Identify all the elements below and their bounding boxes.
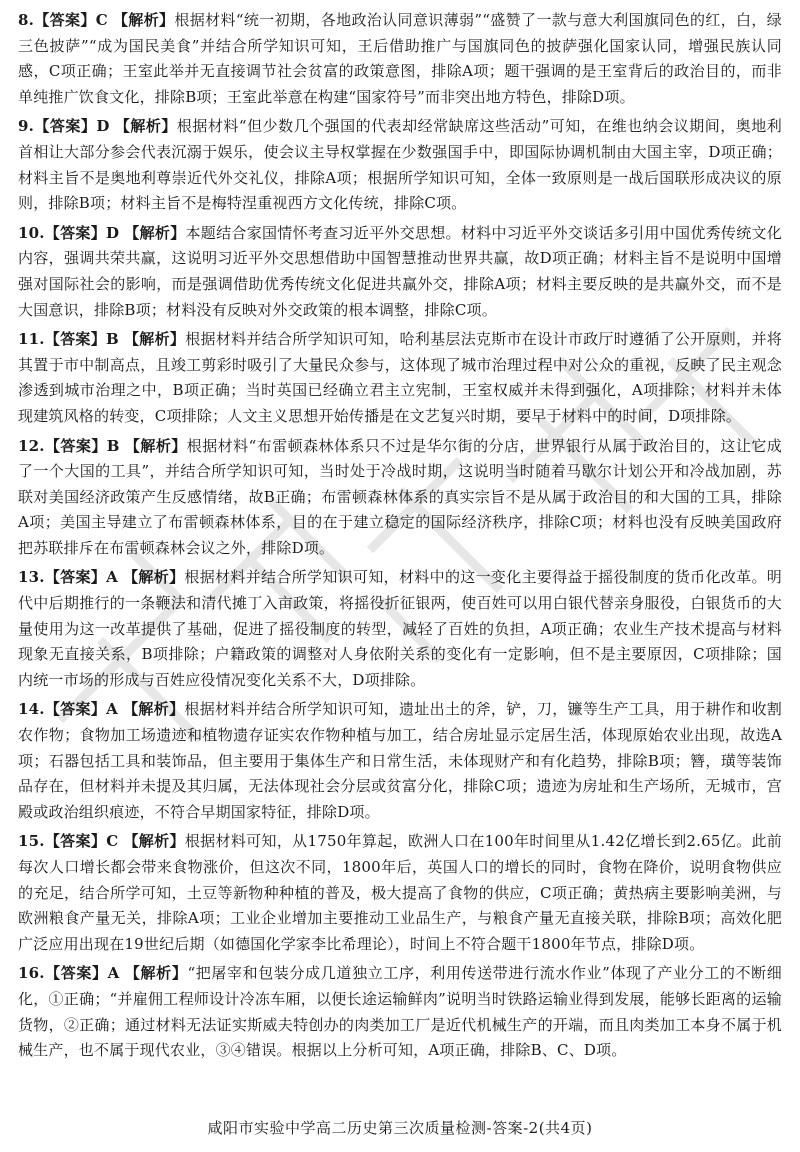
answer-choice: A — [107, 964, 120, 983]
page-footer: 咸阳市实验中学高二历史第三次质量检测-答案-2(共4页) — [207, 1119, 593, 1137]
analysis-label: 【解析】 — [123, 832, 185, 851]
answer-item-11 — [18, 327, 782, 429]
answer-label: 【答案】 — [44, 436, 107, 455]
analysis-text: 根据材料“布雷顿森林体系只不过是华尔街的分店，世界银行从属于政治目的，这让它成了一个大国的工具”，并结合所学知识可知，当时处于冷战时期，这说明当时随着马歇尔计划公开和冷战加剧，苏联对美国经济政策产生反感情绪，故B正确；布雷顿森林体系的真实宗旨不是从属于政治目的和大国的工具，排除A项；美国主导建立了布雷顿森林体系，目的在于建立稳定的国际经济秩序，排除C项；材料也没有反映美国政府把苏联排斥在布雷顿森林会议之外，排除D项。 — [18, 436, 782, 557]
analysis-text: 根据材料并结合所学知识可知，遗址出土的斧，铲，刀，镰等生产工具，用于耕作和收割农作物；食物加工场遗迹和植物遗存证实农作物种植与加工，结合房址显示定居生活，体现原始农业出现，故选A项；石器包括工具和装饰品，但主要用于集体生产和日常生活，未体现财产和有化趋势，排除B项；簪，璜等装饰品存在，但材料并未提及其归属，无法体现社会分层或贫富分化，排除C项；遗迹为房址和生产场所，无城市，宫殿或政治组织痕迹，不符合早期国家特征，排除D项。 — [18, 700, 782, 821]
answer-choice: A — [106, 568, 118, 587]
analysis-text: 根据材料可知，从1750年算起，欧洲人口在100年时间里从1.42亿增长到2.65亿。此前每次人口增长都会带来食物涨价，但这次不同，1800年后，英国人口的增长的同时，食物在降价，说明食物供应的充足，结合所学可知，土豆等新物种种植的普及，极大提高了食物的供应，C项正确；黄热病主要影响美洲，与欧洲粮食产量无关，排除A项；工业企业增加主要推动工业品生产，与粮食产量无直接关联，排除B项；高效化肥广泛应用出现在19世纪后期（如德国化学家李比希理论），时间上不符合题干1800年节点，排除D项。 — [18, 832, 782, 953]
answer-choice: D — [96, 117, 110, 136]
question-number: 9. — [18, 117, 35, 136]
analysis-label: 【解析】 — [123, 700, 185, 719]
analysis-text: 根据材料“统一初期，各地政治认同意识薄弱”“盛赞了一款与意大利国旗同色的红，白，绿三色披萨”“成为国民美食”并结合所学知识可知，王后借助推广与国旗同色的披萨强化国家认同，增强民族认同感，C项正确；王室此举并无直接调节社会贫富的政策意图，排除A项；题干强调的是王室背后的政治目的，而非单纯推广饮食文化，排除B项；王室此举意在构建“国家符号”而非突出地方特色，排除D项。 — [18, 11, 782, 106]
answer-label: 【答案】 — [44, 964, 108, 983]
analysis-text: 根据材料并结合所学知识可知，哈利基层法克斯市在设计市政厅时遵循了公开原则，并将其置于市中制高点，且竣工剪彩时吸引了大量民众参与，这体现了城市治理过程中对公众的重视，反映了民主观念渗透到城市治理之中，B项正确；当时英国已经确立君主立宪制，王室权威并未得到强化，A项排除；材料并未体现建筑风格的转变，C项排除；人文主义思想开始传播是在文艺复兴时期，要早于材料中的时间，D项排除。 — [18, 330, 782, 425]
answer-item-9 — [18, 114, 782, 216]
answer-choice: C — [95, 11, 108, 29]
question-number: 16. — [18, 964, 45, 983]
answer-label: 【答案】 — [44, 330, 107, 349]
analysis-label: 【解析】 — [124, 223, 186, 242]
answer-item-13 — [18, 565, 782, 693]
analysis-label: 【解析】 — [124, 436, 187, 455]
analysis-label: 【解析】 — [124, 964, 188, 983]
analysis-label: 【解析】 — [114, 117, 177, 136]
analysis-text: 根据材料并结合所学知识可知，材料中的这一变化主要得益于摇役制度的货币化改革。明代中后期推行的一条鞭法和清代摊丁入亩政策，将摇役折征银两，使百姓可以用白银代替亲身服役，白银货币的大量使用为这一改革提供了基础，促进了摇役制度的转型，减轻了百姓的负担，A项正确；农业生产技术提高与材料现象无直接关系，B项排除；户籍政策的调整对人身依附关系的变化有一定影响，但不是主要原因，C项排除；国内统一市场的形成与百姓应役情况变化关系不大，D项排除。 — [18, 568, 782, 689]
answer-item-8 — [18, 8, 782, 110]
answer-item-12 — [18, 434, 782, 562]
answer-item-14 — [18, 697, 782, 825]
answer-choice: B — [106, 436, 120, 455]
answer-label: 【答案】 — [34, 117, 97, 136]
question-number: 11. — [18, 330, 45, 349]
question-number: 14. — [18, 700, 45, 719]
question-number: 13. — [18, 568, 45, 587]
answer-choice: C — [106, 832, 119, 851]
answer-item-16 — [18, 961, 782, 1063]
analysis-text: 根据材料“但少数几个强国的代表却经常缺席这些活动”可知，在维也纳会议期间，奥地利首相让大部分参会代表沉溺于娱乐，使会议主导权掌握在少数强国手中，即国际协调机制由大国主宰，D项正确；材料主旨不是奥地利尊崇近代外交礼仪，排除A项；根据所学知识可知，全体一致原则是一战后国联形成决议的原则，排除B项；材料主旨不是梅特涅重视西方文化传统，排除C项。 — [18, 117, 782, 213]
question-number: 8. — [18, 11, 35, 29]
analysis-label: 【解析】 — [124, 330, 186, 349]
answer-choice: B — [106, 330, 119, 349]
answer-label: 【答案】 — [34, 11, 96, 29]
analysis-label: 【解析】 — [123, 568, 185, 587]
analysis-text: “把屠宰和包装分成几道独立工序，利用传送带进行流水作业”体现了产业分工的不断细化，①正确；“并雇佣工程师设计冷冻车厢，以便长途运输鲜肉”说明当时铁路运输业得到发展，能够长距离的运输货物，②正确；通过材料无法证实斯威夫特创办的肉类加工厂是近代机械生产的开端，而且肉类加工本身不属于机械生产，也不属于现代农业，③④错误。根据以上分析可知，A项正确，排除B、C、D项。 — [18, 964, 782, 1060]
question-number: 10. — [18, 223, 45, 242]
question-number: 12. — [18, 436, 45, 455]
answer-label: 【答案】 — [44, 223, 106, 242]
analysis-label: 【解析】 — [112, 11, 175, 29]
answer-list — [18, 8, 782, 1068]
answer-label: 【答案】 — [44, 700, 107, 719]
answer-item-10 — [18, 221, 782, 323]
answer-choice: A — [106, 700, 118, 719]
answer-item-15 — [18, 829, 782, 957]
answer-label: 【答案】 — [44, 832, 107, 851]
answer-label: 【答案】 — [44, 568, 107, 587]
answer-choice: D — [106, 223, 120, 242]
question-number: 15. — [18, 832, 45, 851]
analysis-text: 本题结合家国情怀考查习近平外交思想。材料中习近平外交谈话多引用中国优秀传统文化内容，强调共荣共赢，这说明习近平外交思想借助中国智慧推动世界共赢，故D项正确；材料主旨不是说明中国增强对国际社会的影响，而是强调借助优秀传统文化促进共赢外交，排除A项；材料主要反映的是共赢外交，而不是大国意识，排除B项；材料没有反映对外交政策的根本调整，排除C项。 — [18, 223, 783, 319]
